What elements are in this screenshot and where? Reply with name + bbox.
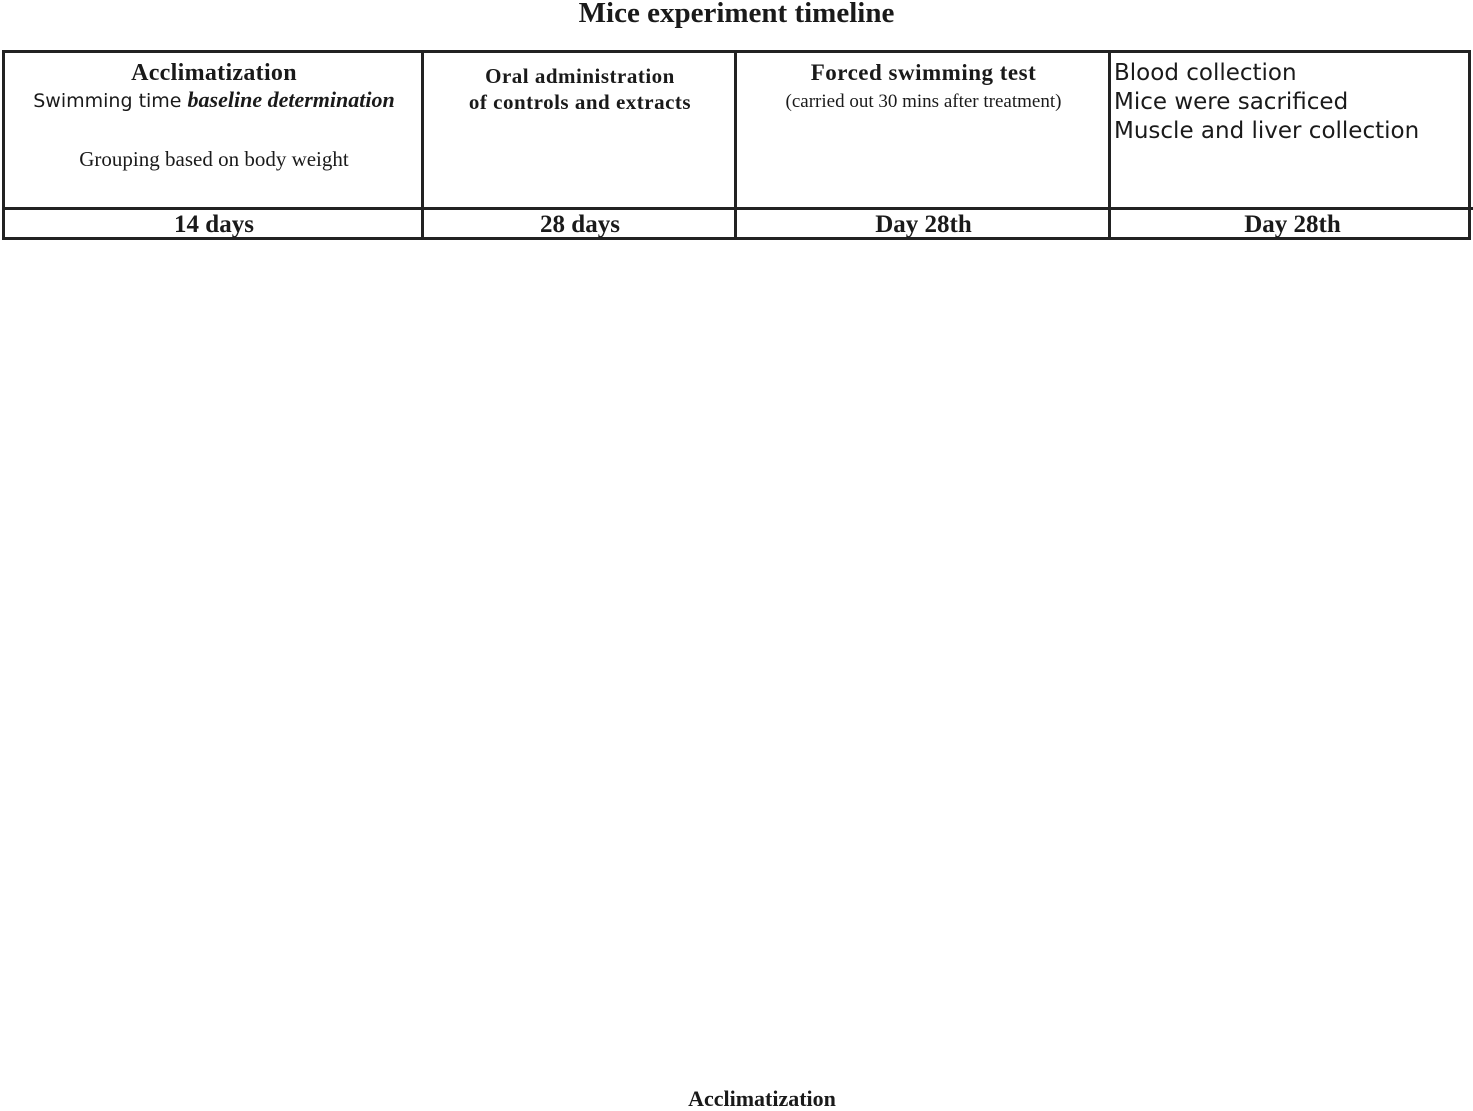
stage-oral-administration (421, 53, 736, 237)
stage-description (424, 53, 736, 210)
stage-heading: Acclimatization (131, 60, 297, 86)
stage-collection (1108, 53, 1473, 237)
stage-description (1111, 53, 1473, 210)
diagram-title: Mice experiment timeline (578, 0, 895, 29)
list-item: Muscle and liver collection (1114, 118, 1420, 144)
stage-duration: Day 28th (875, 211, 972, 238)
stage-duration: 14 days (174, 211, 254, 238)
stage-heading (424, 63, 736, 115)
stage-detail-grouping: Grouping based on body weight (79, 147, 349, 171)
stage-description (5, 53, 423, 210)
stage-forced-swimming-test (734, 53, 1110, 237)
stage-acclimatization (5, 53, 423, 237)
stage-heading: Forced swimming test (810, 60, 1037, 85)
stage-detail-text: Swimming time (33, 90, 188, 112)
stage-detail (5, 87, 423, 114)
footer-label: Acclimatization (688, 1086, 836, 1111)
stage-heading-line: of controls and extracts (468, 90, 692, 114)
stage-description (737, 53, 1110, 210)
timeline-table (2, 50, 1471, 240)
list-item: Blood collection (1114, 60, 1297, 86)
stage-detail-emphasis: baseline determination (187, 87, 395, 112)
stage-item-list (1111, 53, 1473, 146)
stage-duration: Day 28th (1244, 211, 1341, 238)
stage-note: (carried out 30 mins after treatment) (785, 91, 1062, 112)
stage-duration: 28 days (540, 211, 620, 238)
list-item: Mice were sacrificed (1114, 89, 1349, 115)
stage-heading-line: Oral administration (485, 64, 675, 88)
